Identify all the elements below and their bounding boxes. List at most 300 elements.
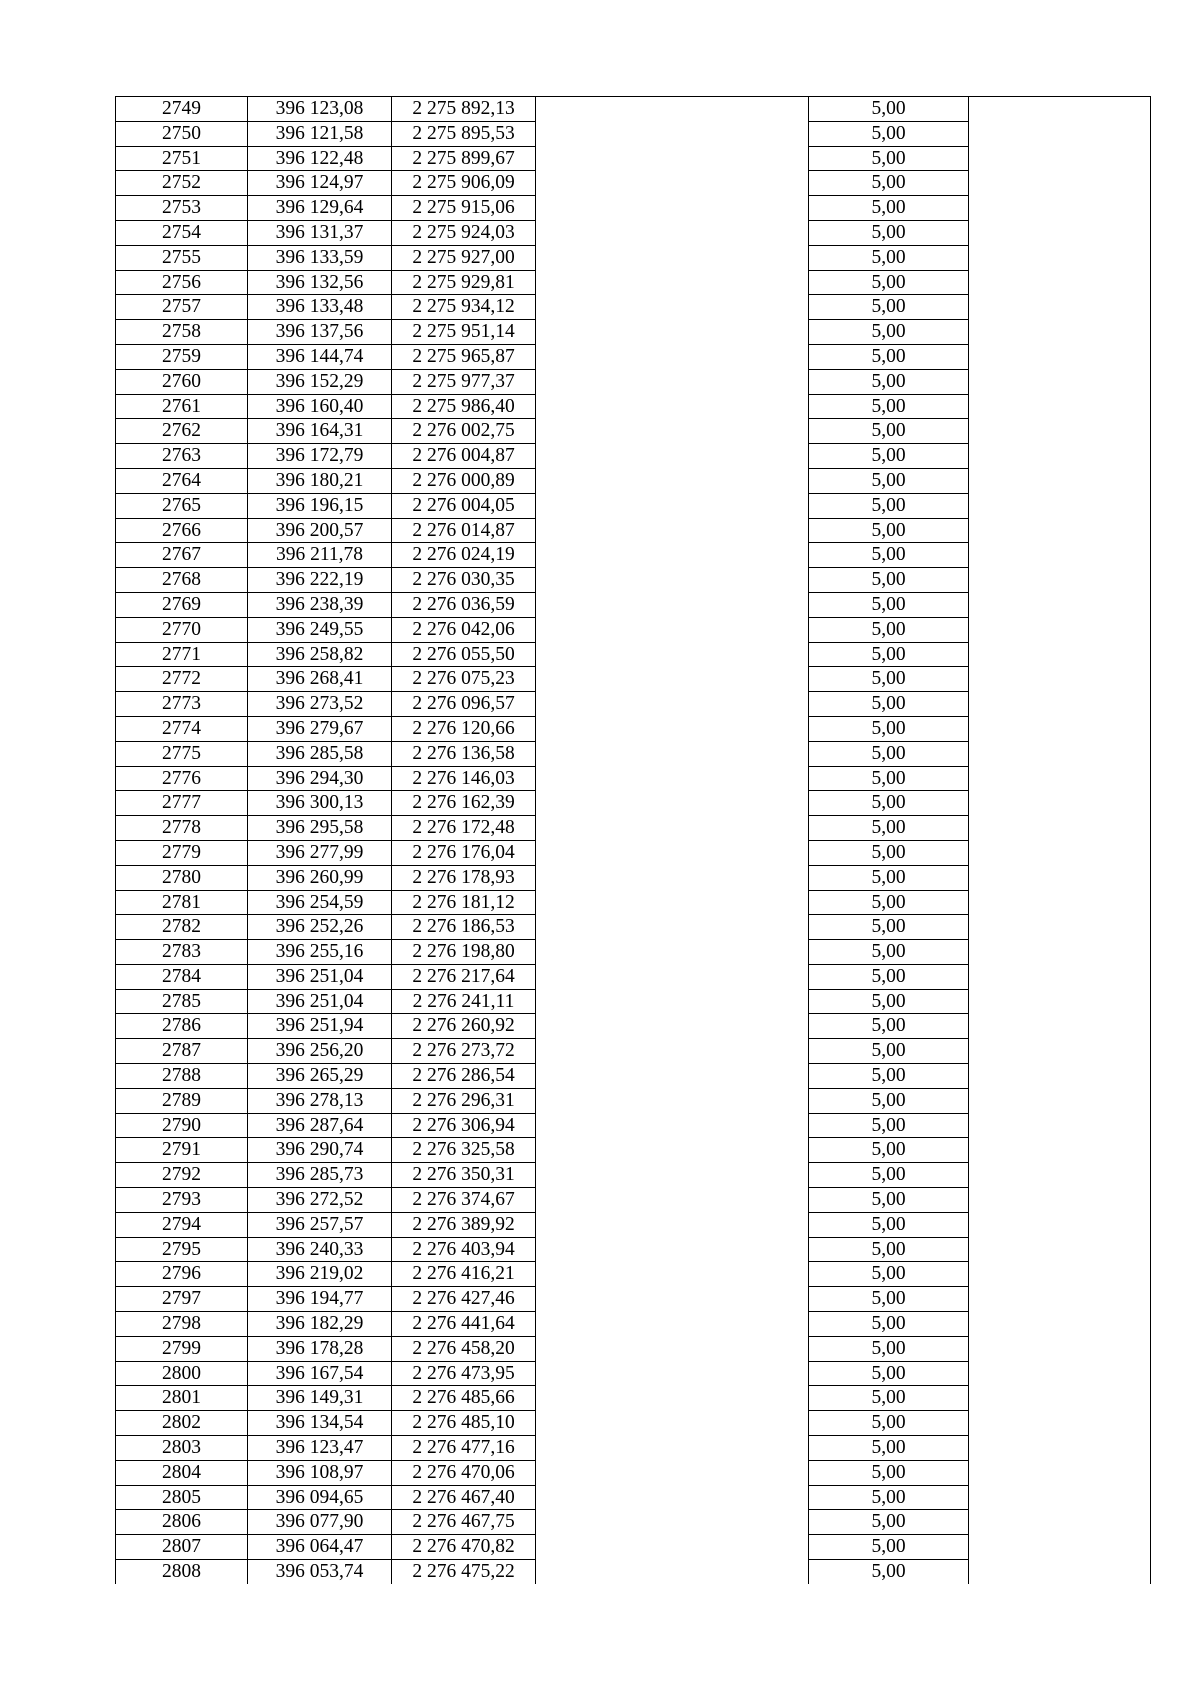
value-cell: 5,00	[809, 1287, 969, 1312]
empty-cell	[536, 964, 809, 989]
x-coordinate-cell: 396 260,99	[248, 865, 392, 890]
y-coordinate-cell: 2 276 470,82	[392, 1535, 536, 1560]
value-cell: 5,00	[809, 196, 969, 221]
coordinate-table-body	[116, 97, 1151, 1584]
empty-cell	[536, 1113, 809, 1138]
x-coordinate-cell: 396 123,47	[248, 1436, 392, 1461]
empty-cell	[969, 1510, 1151, 1535]
empty-cell	[969, 493, 1151, 518]
table-row	[116, 1436, 1151, 1461]
table-row	[116, 1535, 1151, 1560]
y-coordinate-cell: 2 276 470,06	[392, 1460, 536, 1485]
y-coordinate-cell: 2 276 004,05	[392, 493, 536, 518]
value-cell: 5,00	[809, 840, 969, 865]
x-coordinate-cell: 396 124,97	[248, 171, 392, 196]
empty-cell	[536, 940, 809, 965]
y-coordinate-cell: 2 275 927,00	[392, 245, 536, 270]
y-coordinate-cell: 2 276 458,20	[392, 1336, 536, 1361]
value-cell: 5,00	[809, 344, 969, 369]
point-number-cell: 2765	[116, 493, 248, 518]
point-number-cell: 2787	[116, 1039, 248, 1064]
empty-cell	[536, 295, 809, 320]
x-coordinate-cell: 396 251,94	[248, 1014, 392, 1039]
empty-cell	[536, 741, 809, 766]
point-number-cell: 2783	[116, 940, 248, 965]
x-coordinate-cell: 396 053,74	[248, 1560, 392, 1584]
value-cell: 5,00	[809, 816, 969, 841]
value-cell: 5,00	[809, 1510, 969, 1535]
y-coordinate-cell: 2 276 306,94	[392, 1113, 536, 1138]
empty-cell	[969, 270, 1151, 295]
x-coordinate-cell: 396 108,97	[248, 1460, 392, 1485]
empty-cell	[969, 1535, 1151, 1560]
table-row	[116, 692, 1151, 717]
empty-cell	[536, 1262, 809, 1287]
value-cell: 5,00	[809, 1411, 969, 1436]
table-row	[116, 1262, 1151, 1287]
x-coordinate-cell: 396 285,73	[248, 1163, 392, 1188]
point-number-cell: 2807	[116, 1535, 248, 1560]
point-number-cell: 2805	[116, 1485, 248, 1510]
empty-cell	[969, 1411, 1151, 1436]
empty-cell	[969, 1212, 1151, 1237]
x-coordinate-cell: 396 272,52	[248, 1188, 392, 1213]
y-coordinate-cell: 2 275 965,87	[392, 344, 536, 369]
value-cell: 5,00	[809, 1039, 969, 1064]
empty-cell	[969, 1039, 1151, 1064]
point-number-cell: 2766	[116, 518, 248, 543]
empty-cell	[969, 1113, 1151, 1138]
table-row	[116, 741, 1151, 766]
table-row	[116, 1312, 1151, 1337]
y-coordinate-cell: 2 276 260,92	[392, 1014, 536, 1039]
empty-cell	[536, 1014, 809, 1039]
point-number-cell: 2764	[116, 468, 248, 493]
empty-cell	[969, 1064, 1151, 1089]
empty-cell	[969, 97, 1151, 122]
point-number-cell: 2767	[116, 543, 248, 568]
y-coordinate-cell: 2 276 485,66	[392, 1386, 536, 1411]
empty-cell	[536, 394, 809, 419]
table-row	[116, 320, 1151, 345]
point-number-cell: 2800	[116, 1361, 248, 1386]
y-coordinate-cell: 2 276 325,58	[392, 1138, 536, 1163]
value-cell: 5,00	[809, 320, 969, 345]
value-cell: 5,00	[809, 1138, 969, 1163]
value-cell: 5,00	[809, 642, 969, 667]
x-coordinate-cell: 396 131,37	[248, 220, 392, 245]
point-number-cell: 2778	[116, 816, 248, 841]
point-number-cell: 2790	[116, 1113, 248, 1138]
x-coordinate-cell: 396 129,64	[248, 196, 392, 221]
empty-cell	[536, 1064, 809, 1089]
table-row	[116, 1560, 1151, 1584]
table-row	[116, 1138, 1151, 1163]
y-coordinate-cell: 2 275 906,09	[392, 171, 536, 196]
table-row	[116, 716, 1151, 741]
empty-cell	[536, 444, 809, 469]
empty-cell	[969, 1262, 1151, 1287]
value-cell: 5,00	[809, 1014, 969, 1039]
value-cell: 5,00	[809, 493, 969, 518]
value-cell: 5,00	[809, 245, 969, 270]
empty-cell	[969, 344, 1151, 369]
x-coordinate-cell: 396 182,29	[248, 1312, 392, 1337]
point-number-cell: 2791	[116, 1138, 248, 1163]
point-number-cell: 2785	[116, 989, 248, 1014]
empty-cell	[536, 617, 809, 642]
x-coordinate-cell: 396 200,57	[248, 518, 392, 543]
point-number-cell: 2788	[116, 1064, 248, 1089]
coordinate-table	[115, 96, 1151, 1584]
table-row	[116, 444, 1151, 469]
table-row	[116, 146, 1151, 171]
y-coordinate-cell: 2 276 286,54	[392, 1064, 536, 1089]
table-row	[116, 543, 1151, 568]
empty-cell	[969, 716, 1151, 741]
empty-cell	[536, 1188, 809, 1213]
empty-cell	[536, 220, 809, 245]
value-cell: 5,00	[809, 592, 969, 617]
y-coordinate-cell: 2 276 000,89	[392, 468, 536, 493]
empty-cell	[536, 320, 809, 345]
value-cell: 5,00	[809, 890, 969, 915]
table-row	[116, 1510, 1151, 1535]
value-cell: 5,00	[809, 989, 969, 1014]
value-cell: 5,00	[809, 1188, 969, 1213]
value-cell: 5,00	[809, 940, 969, 965]
empty-cell	[969, 890, 1151, 915]
empty-cell	[969, 295, 1151, 320]
x-coordinate-cell: 396 254,59	[248, 890, 392, 915]
value-cell: 5,00	[809, 419, 969, 444]
table-row	[116, 1411, 1151, 1436]
y-coordinate-cell: 2 276 002,75	[392, 419, 536, 444]
y-coordinate-cell: 2 276 350,31	[392, 1163, 536, 1188]
point-number-cell: 2775	[116, 741, 248, 766]
empty-cell	[969, 989, 1151, 1014]
y-coordinate-cell: 2 276 136,58	[392, 741, 536, 766]
empty-cell	[536, 642, 809, 667]
value-cell: 5,00	[809, 543, 969, 568]
value-cell: 5,00	[809, 1560, 969, 1584]
empty-cell	[536, 1088, 809, 1113]
x-coordinate-cell: 396 134,54	[248, 1411, 392, 1436]
point-number-cell: 2750	[116, 121, 248, 146]
empty-cell	[969, 320, 1151, 345]
empty-cell	[536, 344, 809, 369]
empty-cell	[536, 716, 809, 741]
empty-cell	[969, 1088, 1151, 1113]
table-row	[116, 568, 1151, 593]
empty-cell	[969, 1163, 1151, 1188]
empty-cell	[536, 816, 809, 841]
empty-cell	[536, 1560, 809, 1584]
empty-cell	[969, 741, 1151, 766]
value-cell: 5,00	[809, 617, 969, 642]
point-number-cell: 2760	[116, 369, 248, 394]
point-number-cell: 2754	[116, 220, 248, 245]
value-cell: 5,00	[809, 1163, 969, 1188]
value-cell: 5,00	[809, 692, 969, 717]
y-coordinate-cell: 2 276 030,35	[392, 568, 536, 593]
empty-cell	[536, 865, 809, 890]
x-coordinate-cell: 396 122,48	[248, 146, 392, 171]
empty-cell	[969, 642, 1151, 667]
value-cell: 5,00	[809, 270, 969, 295]
x-coordinate-cell: 396 294,30	[248, 766, 392, 791]
x-coordinate-cell: 396 064,47	[248, 1535, 392, 1560]
table-row	[116, 617, 1151, 642]
point-number-cell: 2759	[116, 344, 248, 369]
empty-cell	[969, 1386, 1151, 1411]
y-coordinate-cell: 2 276 186,53	[392, 915, 536, 940]
table-row	[116, 940, 1151, 965]
empty-cell	[536, 146, 809, 171]
x-coordinate-cell: 396 149,31	[248, 1386, 392, 1411]
empty-cell	[536, 121, 809, 146]
empty-cell	[969, 791, 1151, 816]
value-cell: 5,00	[809, 369, 969, 394]
value-cell: 5,00	[809, 1237, 969, 1262]
table-row	[116, 1163, 1151, 1188]
table-row	[116, 791, 1151, 816]
y-coordinate-cell: 2 276 389,92	[392, 1212, 536, 1237]
empty-cell	[536, 493, 809, 518]
value-cell: 5,00	[809, 716, 969, 741]
empty-cell	[536, 97, 809, 122]
point-number-cell: 2763	[116, 444, 248, 469]
x-coordinate-cell: 396 164,31	[248, 419, 392, 444]
empty-cell	[969, 518, 1151, 543]
y-coordinate-cell: 2 276 416,21	[392, 1262, 536, 1287]
empty-cell	[969, 1560, 1151, 1584]
value-cell: 5,00	[809, 964, 969, 989]
y-coordinate-cell: 2 276 120,66	[392, 716, 536, 741]
empty-cell	[536, 1535, 809, 1560]
y-coordinate-cell: 2 276 473,95	[392, 1361, 536, 1386]
empty-cell	[536, 369, 809, 394]
value-cell: 5,00	[809, 1361, 969, 1386]
value-cell: 5,00	[809, 1262, 969, 1287]
x-coordinate-cell: 396 160,40	[248, 394, 392, 419]
empty-cell	[536, 1039, 809, 1064]
table-row	[116, 964, 1151, 989]
y-coordinate-cell: 2 276 162,39	[392, 791, 536, 816]
x-coordinate-cell: 396 152,29	[248, 369, 392, 394]
point-number-cell: 2789	[116, 1088, 248, 1113]
x-coordinate-cell: 396 077,90	[248, 1510, 392, 1535]
table-row	[116, 1014, 1151, 1039]
x-coordinate-cell: 396 133,59	[248, 245, 392, 270]
empty-cell	[536, 1138, 809, 1163]
empty-cell	[536, 270, 809, 295]
empty-cell	[536, 518, 809, 543]
table-row	[116, 121, 1151, 146]
empty-cell	[536, 1237, 809, 1262]
empty-cell	[536, 692, 809, 717]
x-coordinate-cell: 396 238,39	[248, 592, 392, 617]
table-row	[116, 196, 1151, 221]
empty-cell	[969, 940, 1151, 965]
y-coordinate-cell: 2 276 477,16	[392, 1436, 536, 1461]
value-cell: 5,00	[809, 1212, 969, 1237]
x-coordinate-cell: 396 121,58	[248, 121, 392, 146]
point-number-cell: 2801	[116, 1386, 248, 1411]
value-cell: 5,00	[809, 394, 969, 419]
empty-cell	[969, 692, 1151, 717]
table-row	[116, 344, 1151, 369]
x-coordinate-cell: 396 222,19	[248, 568, 392, 593]
value-cell: 5,00	[809, 865, 969, 890]
table-row	[116, 518, 1151, 543]
empty-cell	[969, 444, 1151, 469]
empty-cell	[969, 1436, 1151, 1461]
empty-cell	[969, 468, 1151, 493]
value-cell: 5,00	[809, 1064, 969, 1089]
empty-cell	[536, 171, 809, 196]
y-coordinate-cell: 2 275 929,81	[392, 270, 536, 295]
x-coordinate-cell: 396 273,52	[248, 692, 392, 717]
empty-cell	[969, 568, 1151, 593]
point-number-cell: 2776	[116, 766, 248, 791]
x-coordinate-cell: 396 132,56	[248, 270, 392, 295]
empty-cell	[536, 989, 809, 1014]
empty-cell	[969, 766, 1151, 791]
empty-cell	[969, 419, 1151, 444]
x-coordinate-cell: 396 251,04	[248, 989, 392, 1014]
point-number-cell: 2779	[116, 840, 248, 865]
table-row	[116, 369, 1151, 394]
empty-cell	[536, 1510, 809, 1535]
table-row	[116, 1088, 1151, 1113]
y-coordinate-cell: 2 276 055,50	[392, 642, 536, 667]
empty-cell	[969, 592, 1151, 617]
y-coordinate-cell: 2 276 198,80	[392, 940, 536, 965]
empty-cell	[969, 1237, 1151, 1262]
x-coordinate-cell: 396 123,08	[248, 97, 392, 122]
table-row	[116, 642, 1151, 667]
empty-cell	[536, 568, 809, 593]
table-row	[116, 295, 1151, 320]
x-coordinate-cell: 396 211,78	[248, 543, 392, 568]
y-coordinate-cell: 2 275 895,53	[392, 121, 536, 146]
empty-cell	[969, 1485, 1151, 1510]
x-coordinate-cell: 396 194,77	[248, 1287, 392, 1312]
y-coordinate-cell: 2 276 467,40	[392, 1485, 536, 1510]
x-coordinate-cell: 396 277,99	[248, 840, 392, 865]
table-row	[116, 667, 1151, 692]
x-coordinate-cell: 396 300,13	[248, 791, 392, 816]
table-row	[116, 1485, 1151, 1510]
point-number-cell: 2804	[116, 1460, 248, 1485]
point-number-cell: 2793	[116, 1188, 248, 1213]
x-coordinate-cell: 396 290,74	[248, 1138, 392, 1163]
table-row	[116, 1212, 1151, 1237]
empty-cell	[969, 121, 1151, 146]
empty-cell	[536, 592, 809, 617]
y-coordinate-cell: 2 275 892,13	[392, 97, 536, 122]
point-number-cell: 2773	[116, 692, 248, 717]
empty-cell	[536, 468, 809, 493]
empty-cell	[969, 1361, 1151, 1386]
table-row	[116, 1386, 1151, 1411]
point-number-cell: 2751	[116, 146, 248, 171]
point-number-cell: 2798	[116, 1312, 248, 1337]
y-coordinate-cell: 2 276 217,64	[392, 964, 536, 989]
empty-cell	[536, 766, 809, 791]
y-coordinate-cell: 2 276 467,75	[392, 1510, 536, 1535]
point-number-cell: 2770	[116, 617, 248, 642]
empty-cell	[969, 1287, 1151, 1312]
empty-cell	[969, 394, 1151, 419]
value-cell: 5,00	[809, 518, 969, 543]
empty-cell	[969, 196, 1151, 221]
x-coordinate-cell: 396 268,41	[248, 667, 392, 692]
point-number-cell: 2777	[116, 791, 248, 816]
table-row	[116, 1039, 1151, 1064]
table-row	[116, 1460, 1151, 1485]
value-cell: 5,00	[809, 1460, 969, 1485]
point-number-cell: 2756	[116, 270, 248, 295]
x-coordinate-cell: 396 258,82	[248, 642, 392, 667]
point-number-cell: 2780	[116, 865, 248, 890]
empty-cell	[969, 220, 1151, 245]
x-coordinate-cell: 396 287,64	[248, 1113, 392, 1138]
y-coordinate-cell: 2 275 977,37	[392, 369, 536, 394]
empty-cell	[536, 1163, 809, 1188]
empty-cell	[969, 840, 1151, 865]
empty-cell	[969, 146, 1151, 171]
value-cell: 5,00	[809, 1088, 969, 1113]
y-coordinate-cell: 2 275 924,03	[392, 220, 536, 245]
table-row	[116, 1113, 1151, 1138]
x-coordinate-cell: 396 178,28	[248, 1336, 392, 1361]
table-row	[116, 890, 1151, 915]
table-row	[116, 171, 1151, 196]
value-cell: 5,00	[809, 791, 969, 816]
value-cell: 5,00	[809, 1312, 969, 1337]
table-row	[116, 220, 1151, 245]
x-coordinate-cell: 396 279,67	[248, 716, 392, 741]
empty-cell	[536, 1436, 809, 1461]
point-number-cell: 2758	[116, 320, 248, 345]
table-row	[116, 840, 1151, 865]
empty-cell	[536, 1212, 809, 1237]
empty-cell	[536, 245, 809, 270]
point-number-cell: 2772	[116, 667, 248, 692]
value-cell: 5,00	[809, 1436, 969, 1461]
value-cell: 5,00	[809, 915, 969, 940]
point-number-cell: 2795	[116, 1237, 248, 1262]
point-number-cell: 2786	[116, 1014, 248, 1039]
empty-cell	[536, 890, 809, 915]
point-number-cell: 2784	[116, 964, 248, 989]
y-coordinate-cell: 2 276 096,57	[392, 692, 536, 717]
empty-cell	[536, 1411, 809, 1436]
point-number-cell: 2749	[116, 97, 248, 122]
value-cell: 5,00	[809, 295, 969, 320]
point-number-cell: 2797	[116, 1287, 248, 1312]
x-coordinate-cell: 396 180,21	[248, 468, 392, 493]
x-coordinate-cell: 396 251,04	[248, 964, 392, 989]
x-coordinate-cell: 396 278,13	[248, 1088, 392, 1113]
y-coordinate-cell: 2 276 004,87	[392, 444, 536, 469]
value-cell: 5,00	[809, 1113, 969, 1138]
x-coordinate-cell: 396 255,16	[248, 940, 392, 965]
y-coordinate-cell: 2 276 485,10	[392, 1411, 536, 1436]
x-coordinate-cell: 396 144,74	[248, 344, 392, 369]
